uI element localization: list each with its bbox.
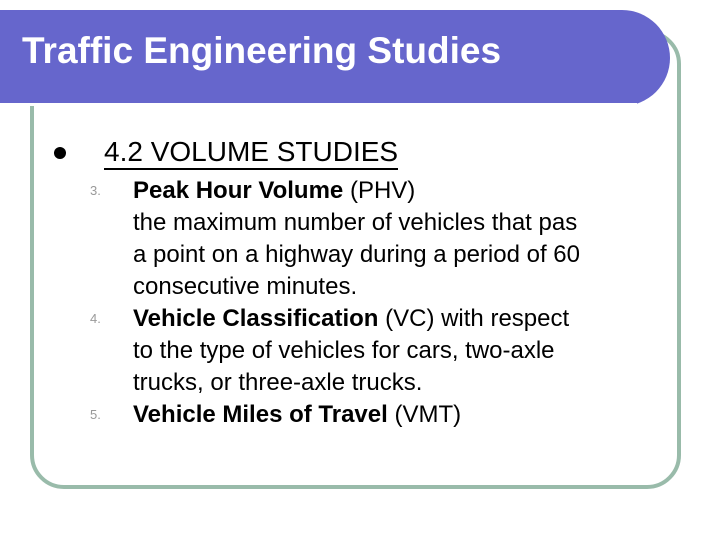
list-item-heading-line (133, 175, 720, 207)
list-item (0, 175, 720, 303)
slide-title: Traffic Engineering Studies (22, 30, 502, 71)
list-item-name: Vehicle Classification (133, 305, 379, 332)
list-item-number: 3. (90, 183, 101, 198)
list-item (0, 303, 720, 399)
list-item-heading-line (133, 303, 720, 335)
list-item-abbr: (PHV) (343, 177, 416, 204)
list-item-text-line: to the type of vehicles for cars, two-axle (133, 337, 555, 364)
list-item-abbr: (VMT) (387, 401, 462, 428)
list-item-number: 5. (90, 407, 101, 422)
title-underline (0, 103, 637, 106)
bullet-dot-icon (54, 147, 66, 159)
list-item-text-line: consecutive minutes. (133, 273, 358, 300)
list-item-name: Vehicle Miles of Travel (133, 401, 388, 428)
list-item-text-line: trucks, or three-axle trucks. (133, 369, 423, 396)
list-item (0, 399, 720, 431)
list-item-abbr: (VC) with respect (378, 305, 570, 332)
list-item-heading-line (133, 399, 720, 431)
section-heading: 4.2 VOLUME STUDIES (104, 136, 398, 170)
list-item-number: 4. (90, 311, 101, 326)
list-item-text-line: the maximum number of vehicles that pas (133, 209, 578, 236)
list-item-text-line: a point on a highway during a period of 60 (133, 241, 580, 268)
numbered-list (0, 175, 720, 431)
list-item-name: Peak Hour Volume (133, 177, 344, 204)
